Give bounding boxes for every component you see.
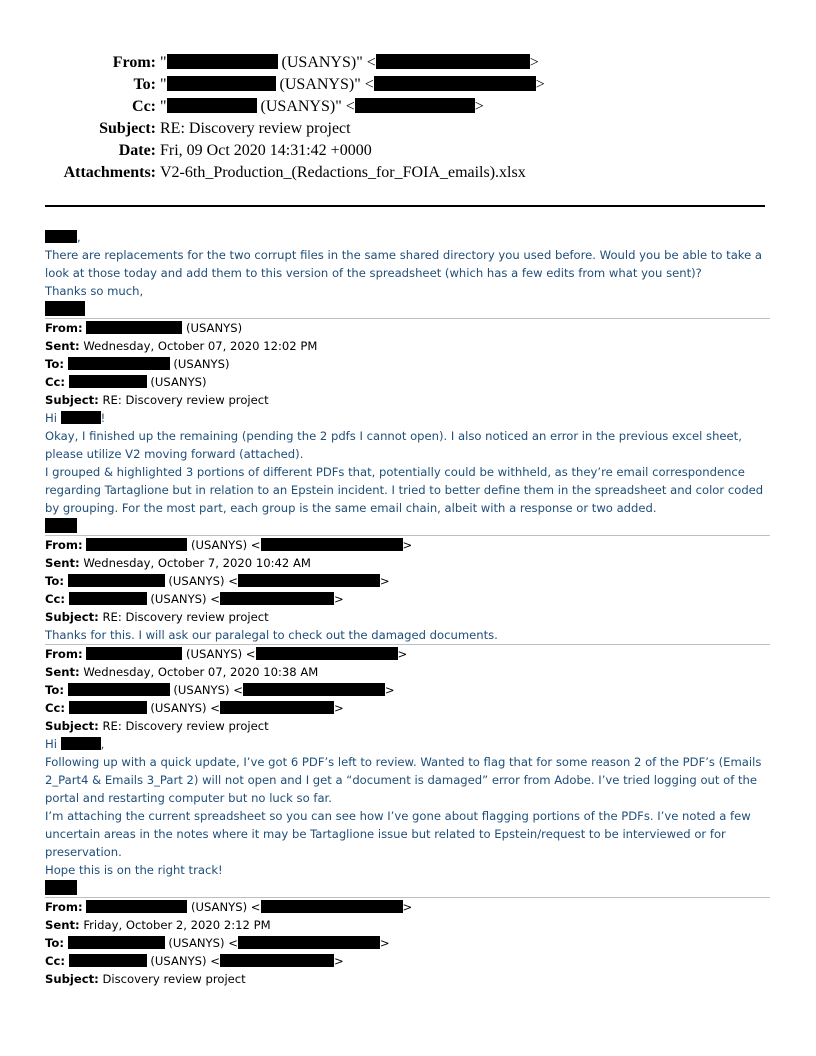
signature bbox=[45, 301, 770, 317]
header-to-label: To: bbox=[133, 76, 156, 93]
from-org: (USANYS) < bbox=[185, 647, 256, 661]
redaction-block bbox=[68, 683, 170, 696]
redaction-block bbox=[69, 375, 147, 388]
quoted-to bbox=[45, 355, 770, 373]
paragraph: Thanks for this. I will ask our paralegal to check out the damaged documents. bbox=[45, 628, 498, 642]
to-label: To: bbox=[45, 936, 64, 950]
header-attachments-row bbox=[0, 162, 816, 184]
redaction-block bbox=[220, 592, 334, 605]
redaction-block bbox=[376, 54, 530, 69]
quoted-from bbox=[45, 536, 770, 554]
quoted-subject bbox=[45, 608, 770, 626]
quoted-subject bbox=[45, 391, 770, 409]
sent-value: Wednesday, October 7, 2020 10:42 AM bbox=[83, 556, 311, 570]
redaction-block bbox=[220, 954, 334, 967]
subject-value: RE: Discovery review project bbox=[102, 393, 269, 407]
header-from-org: (USANYS)" < bbox=[281, 54, 376, 71]
header-from-label: From: bbox=[112, 54, 156, 71]
header-date-value: Fri, 09 Oct 2020 14:31:42 +0000 bbox=[160, 142, 372, 159]
paragraph: Hope this is on the right track! bbox=[45, 863, 223, 877]
sent-label: Sent: bbox=[45, 556, 80, 570]
header-from-value bbox=[160, 52, 816, 74]
quoted-subject bbox=[45, 717, 770, 735]
from-label: From: bbox=[45, 647, 83, 661]
redaction-block bbox=[68, 936, 165, 949]
redaction-block bbox=[45, 880, 77, 895]
header-cc-quote: " bbox=[160, 98, 167, 115]
paragraph: I’m attaching the current spreadsheet so you can see how I’ve gone about flagging portions of the PDFs. I’ve noted a few uncertain areas in the notes where it may be Tartaglione issue but related to Epstein/request to be interviewed or for preservation. bbox=[45, 809, 751, 859]
redaction-block bbox=[45, 518, 77, 533]
quoted-sent bbox=[45, 337, 770, 355]
redaction-block bbox=[355, 98, 475, 113]
to-label: To: bbox=[45, 357, 64, 371]
header-cc-end: > bbox=[474, 98, 484, 115]
sent-label: Sent: bbox=[45, 665, 80, 679]
header-subject-label: Subject: bbox=[99, 120, 156, 137]
cc-org: (USANYS) bbox=[150, 375, 207, 389]
quoted-to bbox=[45, 681, 770, 699]
header-subject-value: RE: Discovery review project bbox=[160, 120, 351, 137]
subject-label: Subject: bbox=[45, 972, 99, 986]
redaction-block bbox=[167, 98, 257, 113]
greeting-hi: Hi bbox=[45, 411, 57, 425]
header-attachment-link[interactable]: V2-6th_Production_(Redactions_for_FOIA_emails).xlsx bbox=[160, 164, 526, 181]
header-cc-value bbox=[160, 96, 816, 118]
redaction-block bbox=[45, 230, 77, 243]
quoted-body bbox=[45, 409, 770, 534]
subject-value: RE: Discovery review project bbox=[102, 610, 269, 624]
bracket: > bbox=[379, 936, 390, 950]
quoted-message-4 bbox=[45, 898, 770, 988]
signature bbox=[45, 880, 770, 896]
to-org: (USANYS) < bbox=[173, 683, 243, 697]
greeting-excl: ! bbox=[100, 411, 106, 425]
quoted-from bbox=[45, 645, 770, 663]
redaction-block bbox=[86, 321, 182, 334]
from-org: (USANYS) < bbox=[190, 538, 261, 552]
redaction-block bbox=[61, 737, 101, 750]
redaction-block bbox=[69, 592, 147, 605]
header-cc-row bbox=[0, 96, 816, 118]
header-to-row bbox=[0, 74, 816, 96]
quoted-body bbox=[45, 626, 770, 644]
header-cc-org: (USANYS)" < bbox=[260, 98, 355, 115]
from-label: From: bbox=[45, 321, 83, 335]
paragraph: Following up with a quick update, I’ve got 6 PDF’s left to review. Wanted to flag that for some reason 2 of the PDF’s (Emails 2_Part4 & Emails 3_Part 2) will not open and I get a “document is damaged” error from Adobe. I’ve tried logging out of the portal and restarting computer but no luck so far. bbox=[45, 755, 762, 805]
cc-org: (USANYS) < bbox=[150, 701, 220, 715]
quoted-to bbox=[45, 572, 770, 590]
sent-label: Sent: bbox=[45, 339, 80, 353]
paragraph: I grouped & highlighted 3 portions of different PDFs that, potentially could be withheld, as they’re email correspondence regarding Tartaglione but in relation to an Epstein incident. I tried to better define them in the spreadsheet and color coded by grouping. For the most part, each group is the same email chain, albeit with a response or two added. bbox=[45, 465, 764, 515]
message-closing: Thanks so much, bbox=[45, 284, 144, 298]
header-date-label: Date: bbox=[118, 142, 156, 159]
to-org: (USANYS) bbox=[173, 357, 230, 371]
redaction-block bbox=[261, 538, 403, 551]
quoted-sent bbox=[45, 554, 770, 572]
cc-label: Cc: bbox=[45, 592, 66, 606]
quoted-message-2 bbox=[45, 536, 770, 644]
email-body bbox=[45, 228, 770, 988]
email-header bbox=[0, 52, 816, 184]
greeting bbox=[45, 409, 770, 427]
header-from-quote: " bbox=[160, 54, 167, 71]
cc-org: (USANYS) < bbox=[150, 954, 220, 968]
cc-label: Cc: bbox=[45, 954, 66, 968]
bracket: > bbox=[384, 683, 395, 697]
quoted-body bbox=[45, 735, 770, 896]
to-label: To: bbox=[45, 683, 64, 697]
greeting bbox=[45, 228, 770, 246]
redaction-block bbox=[86, 900, 187, 913]
bracket: > bbox=[402, 538, 413, 552]
bracket: > bbox=[333, 954, 344, 968]
header-from-end: > bbox=[529, 54, 539, 71]
redaction-block bbox=[238, 936, 380, 949]
sent-label: Sent: bbox=[45, 918, 80, 932]
redaction-block bbox=[86, 538, 187, 551]
quoted-sent bbox=[45, 916, 770, 934]
header-from-row bbox=[0, 52, 816, 74]
subject-value: RE: Discovery review project bbox=[102, 719, 269, 733]
header-cc-label: Cc: bbox=[132, 98, 156, 115]
greeting-comma: , bbox=[100, 737, 105, 751]
greeting-comma: , bbox=[77, 230, 81, 244]
signature bbox=[45, 518, 770, 534]
sent-value: Friday, October 2, 2020 2:12 PM bbox=[83, 918, 271, 932]
message-latest bbox=[45, 228, 770, 317]
quoted-cc bbox=[45, 590, 770, 608]
cc-label: Cc: bbox=[45, 701, 66, 715]
redaction-block bbox=[69, 701, 147, 714]
redaction-block bbox=[220, 701, 334, 714]
subject-label: Subject: bbox=[45, 610, 99, 624]
header-subject-row bbox=[0, 118, 816, 140]
header-to-end: > bbox=[535, 76, 545, 93]
subject-value: Discovery review project bbox=[102, 972, 246, 986]
redaction-block bbox=[45, 301, 85, 316]
from-org: (USANYS) bbox=[185, 321, 243, 335]
header-attachments-label: Attachments: bbox=[63, 164, 156, 181]
redaction-block bbox=[167, 76, 276, 91]
to-label: To: bbox=[45, 574, 64, 588]
redaction-block bbox=[243, 683, 385, 696]
header-divider bbox=[45, 205, 765, 207]
header-to-org: (USANYS)" < bbox=[279, 76, 374, 93]
quoted-message-3 bbox=[45, 645, 770, 896]
redaction-block bbox=[261, 900, 403, 913]
subject-label: Subject: bbox=[45, 719, 99, 733]
redaction-block bbox=[86, 647, 182, 660]
sent-value: Wednesday, October 07, 2020 10:38 AM bbox=[83, 665, 319, 679]
bracket: > bbox=[402, 900, 413, 914]
quoted-from bbox=[45, 319, 770, 337]
header-to-quote: " bbox=[160, 76, 167, 93]
bracket: > bbox=[333, 592, 344, 606]
quoted-subject bbox=[45, 970, 770, 988]
subject-label: Subject: bbox=[45, 393, 99, 407]
redaction-block bbox=[238, 574, 380, 587]
sent-value: Wednesday, October 07, 2020 12:02 PM bbox=[83, 339, 318, 353]
bracket: > bbox=[333, 701, 344, 715]
redaction-block bbox=[68, 357, 170, 370]
quoted-cc bbox=[45, 952, 770, 970]
paragraph: Okay, I finished up the remaining (pending the 2 pdfs I cannot open). I also noticed an error in the previous excel sheet, please utilize V2 moving forward (attached). bbox=[45, 429, 742, 461]
quoted-cc bbox=[45, 699, 770, 717]
bracket: > bbox=[379, 574, 390, 588]
from-label: From: bbox=[45, 900, 83, 914]
from-org: (USANYS) < bbox=[190, 900, 261, 914]
redaction-block bbox=[69, 954, 147, 967]
header-date-row bbox=[0, 140, 816, 162]
header-to-value bbox=[160, 74, 816, 96]
quoted-cc bbox=[45, 373, 770, 391]
bracket: > bbox=[397, 647, 408, 661]
redaction-block bbox=[256, 647, 398, 660]
quoted-message-1 bbox=[45, 319, 770, 534]
quoted-sent bbox=[45, 663, 770, 681]
redaction-block bbox=[68, 574, 165, 587]
to-org: (USANYS) < bbox=[168, 936, 238, 950]
greeting bbox=[45, 735, 770, 753]
redaction-block bbox=[61, 411, 101, 424]
quoted-to bbox=[45, 934, 770, 952]
greeting-hi: Hi bbox=[45, 737, 57, 751]
cc-label: Cc: bbox=[45, 375, 66, 389]
cc-org: (USANYS) < bbox=[150, 592, 220, 606]
to-org: (USANYS) < bbox=[168, 574, 238, 588]
redaction-block bbox=[374, 76, 536, 91]
from-label: From: bbox=[45, 538, 83, 552]
quoted-from bbox=[45, 898, 770, 916]
message-text: There are replacements for the two corrupt files in the same shared directory you used before. Would you be able to take a look at those today and add them to this version of the spreadsheet (which has a few edits from what you sent)? bbox=[45, 248, 763, 280]
redaction-block bbox=[167, 54, 278, 69]
